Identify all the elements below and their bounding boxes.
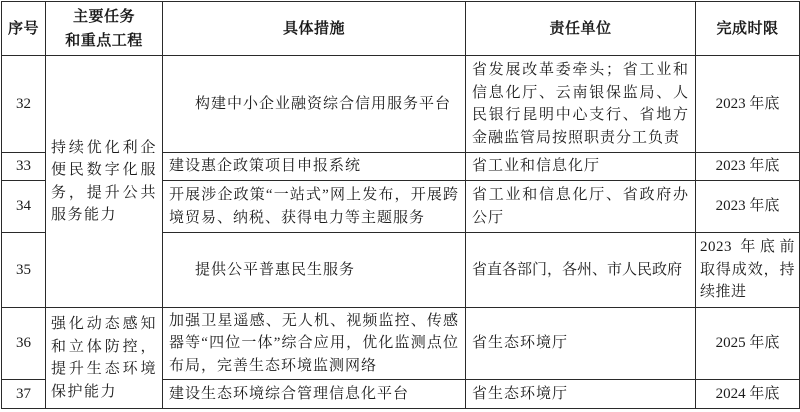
measure-cell: 建设生态环境综合管理信息化平台 xyxy=(163,380,466,409)
header-responsible-unit: 责任单位 xyxy=(466,2,696,56)
responsible-unit-cell: 省生态环境厅 xyxy=(466,308,696,380)
deadline-cell: 2023 年底 xyxy=(696,56,800,153)
header-deadline: 完成时限 xyxy=(696,2,800,56)
responsible-unit-cell: 省工业和信息化厅、省政府办公厅 xyxy=(466,181,696,233)
deadline-cell: 2023 年底前取得成效，持续推进 xyxy=(696,233,800,308)
header-measure: 具体措施 xyxy=(163,2,466,56)
row-number: 37 xyxy=(2,380,46,409)
measure-cell: 开展涉企政策“一站式”网上发布，开展跨境贸易、纳税、获得电力等主题服务 xyxy=(163,181,466,233)
task-table xyxy=(1,1,800,409)
deadline-cell: 2024 年底 xyxy=(696,380,800,409)
table-row xyxy=(2,56,800,153)
main-task-cell: 持续优化利企便民数字化服务，提升公共服务能力 xyxy=(46,56,163,308)
measure-cell: 构建中小企业融资综合信用服务平台 xyxy=(163,56,466,153)
responsible-unit-cell: 省直各部门，各州、市人民政府 xyxy=(466,233,696,308)
deadline-cell: 2023 年底 xyxy=(696,153,800,181)
row-number: 35 xyxy=(2,233,46,308)
row-number: 32 xyxy=(2,56,46,153)
header-main-task-line-1: 主要任务 xyxy=(72,7,135,25)
header-row xyxy=(2,2,800,56)
row-number: 34 xyxy=(2,181,46,233)
responsible-unit-cell: 省发展改革委牵头；省工业和信息化厅、云南银保监局、人民银行昆明中心支行、省地方金融监管局按照职责分工负责 xyxy=(466,56,696,153)
responsible-unit-cell: 省生态环境厅 xyxy=(466,380,696,409)
deadline-cell: 2023 年底 xyxy=(696,181,800,233)
measure-cell: 建设惠企政策项目申报系统 xyxy=(163,153,466,181)
header-main-task-line-2: 和重点工程 xyxy=(65,31,143,49)
responsible-unit-cell: 省工业和信息化厅 xyxy=(466,153,696,181)
measure-cell: 加强卫星遥感、无人机、视频监控、传感器等“四位一体”综合应用，优化监测点位布局，完善生态环境监测网络 xyxy=(163,308,466,380)
row-number: 33 xyxy=(2,153,46,181)
header-main-task xyxy=(46,2,163,56)
measure-cell: 提供公平普惠民生服务 xyxy=(163,233,466,308)
header-number: 序号 xyxy=(2,2,46,56)
table-row xyxy=(2,308,800,380)
deadline-cell: 2025 年底 xyxy=(696,308,800,380)
main-task-cell: 强化动态感知和立体防控，提升生态环境保护能力 xyxy=(46,308,163,409)
row-number: 36 xyxy=(2,308,46,380)
